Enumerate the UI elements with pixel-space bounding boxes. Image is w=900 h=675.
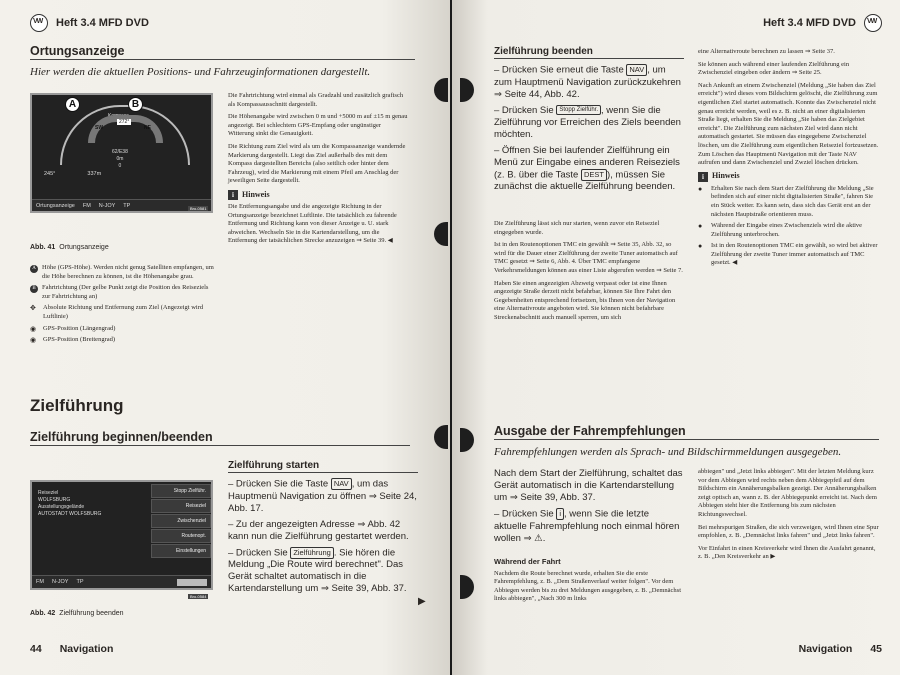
- section-title-zielfuehrung: Zielführung beginnen/beenden: [30, 430, 410, 446]
- position-distance: 337m: [87, 171, 102, 177]
- menu-stop-guidance[interactable]: Stopp Zielführ.: [151, 484, 211, 498]
- bullet-icon: ●: [698, 242, 703, 251]
- compass-degree: 272°: [119, 119, 130, 125]
- hint-item: [698, 185, 880, 219]
- figure-42-code: Bro-0584: [190, 594, 207, 599]
- legend-text: GPS-Position (Längengrad): [43, 324, 116, 332]
- instruction: [494, 64, 684, 101]
- left-header: [30, 14, 149, 32]
- figure-label-b: B: [128, 97, 143, 112]
- right-page: [452, 0, 900, 675]
- legend-item: [30, 325, 215, 334]
- recommendation-right-column: [698, 468, 880, 566]
- instruction-text: – Zu der angezeigten Adresse ⇒ Abb. 42 kann nun die Zielführung gestartet werden.: [228, 518, 409, 542]
- instruction-text: , um zum Hauptmenü Navigation zurückzukehren ⇒ Seite 44, Abb. 42.: [494, 64, 681, 100]
- hint-item: [698, 222, 880, 239]
- margin-tab-marker: [460, 575, 474, 599]
- end-guidance-column: [494, 46, 684, 197]
- figure-41-screen: [30, 93, 213, 213]
- vw-logo-icon: [30, 14, 48, 32]
- status-tp: TP: [123, 202, 131, 209]
- paragraph: Sie können auch während einer laufenden Zielführung ein Zwischenziel eingeben oder ändern ⇒ Seite 25.: [698, 60, 850, 77]
- footer-label: Navigation: [798, 643, 853, 655]
- legend-text: Fahrtrichtung (Der gelbe Punkt zeigt die Position des Reiseziels zur Fahrtrichtung an): [42, 284, 209, 300]
- legend-item: [30, 336, 215, 345]
- paragraph: Vor Einfahrt in einen Kreisverkehr wird Ihnen die Ausfahrt genannt, z. B. „Den Kreisverkehr an ▶: [698, 544, 876, 561]
- paragraph: Die Fahrtrichtung wird einmal als Gradzahl und zusätzlich grafisch als Kompassausschnitt dargestellt.: [228, 92, 404, 108]
- hint-title: Hinweis: [712, 171, 740, 181]
- section-lead-fahrempfehlungen: Fahrempfehlungen werden als Sprach- und Bildschirmmeldungen ausgegeben.: [494, 446, 842, 458]
- paragraph: Ist in den Routenoptionen TMC ein gewählt ⇒ Seite 35, Abb. 32, so wird für die Dauer einer Zielführung der zweite Tuner automatisch auf TMC gesetzt ⇒ Seite 6, Abb. 4. Über TMC empfangene Verkehrsmeldungen können aus einer Liste abgerufen werden ⇒ Seite 7.: [494, 241, 683, 274]
- status-station: N-JOY: [51, 579, 69, 585]
- altitude-value-3: 0: [118, 163, 122, 169]
- figure-41-code: Bro-0581: [190, 206, 207, 211]
- left-header-text: Heft 3.4 MFD DVD: [56, 17, 149, 29]
- instruction: [228, 519, 418, 543]
- hint-text: Die Entfernungsangabe und die angezeigte Richtung in der Ortungsanzeige bezeichnet Luftlinie. Die tatsächlich zu fahrende Entfernung und Richtung kann von dieser Anzeige u. U. stark abweichen. Wechseln Sie in die Kartendarstellung, um die Entfernung der tatsächlichen Strecke anzuzeigen ⇒ Seite 39. ◀: [228, 202, 397, 245]
- menu-route-options[interactable]: Routenopt.: [151, 529, 211, 543]
- end-guidance-title: Zielführung beenden: [494, 46, 684, 59]
- paragraph: Die Richtung zum Ziel wird als um die Kompassanzeige wandernde Markierung dargestellt. Liegt das Ziel außerhalb des mit dem Kompass dargestellten Bereichs (also seitlich oder hinter dem Fahrzeug), wird die Markierung mit einem Pfeil am Anschlag der jeweiligen Seite dargestellt.: [228, 142, 406, 185]
- instruction: [494, 145, 684, 194]
- instruction-text: – Drücken Sie: [228, 547, 291, 559]
- hint-text: Während der Eingabe eines Zwischenziels wird die aktive Zielführung unterbrochen.: [711, 222, 863, 238]
- during-drive-column: [494, 558, 684, 608]
- instruction-text: . Sie hören die Meldung „Die Route wird berechnet". Das Gerät schaltet automatisch in die Kartendarstellung um ⇒ Seite 39, Abb. 37.: [228, 547, 407, 595]
- position-heading: 245°: [44, 171, 56, 177]
- paragraph: eine Alternativroute berechnen zu lassen ⇒ Seite 37.: [698, 48, 835, 55]
- compass-label: Kompass: [108, 113, 129, 119]
- figure-42-caption: [30, 610, 124, 617]
- status-bar: [32, 575, 211, 588]
- legend-item: [30, 304, 215, 321]
- page-number: 44: [30, 643, 42, 655]
- destination-list: [38, 490, 101, 518]
- figure-42-screen: [30, 480, 213, 590]
- during-drive-title: Während der Fahrt: [494, 557, 561, 566]
- compass-ne: NE: [144, 125, 151, 131]
- nav-key: NAV: [626, 64, 647, 76]
- paragraph: Die Höhenangabe wird zwischen 0 m und +5000 m auf ±15 m genau angezeigt. Bei schlechtem GPS-Empfang oder ungünstiger Witterung sinkt die Genauigkeit.: [228, 113, 408, 138]
- legend-symbol: ◉: [30, 324, 37, 333]
- legend-symbol: A: [30, 265, 38, 273]
- hint-item: [698, 242, 880, 268]
- margin-tab-marker: [434, 222, 448, 246]
- dest-key: DEST: [581, 169, 607, 181]
- guidance-notes-column: [494, 220, 684, 327]
- hint-title: Hinweis: [242, 189, 270, 199]
- instruction-text: – Drücken Sie: [494, 508, 557, 520]
- figure-42-text: Zielführung beenden: [59, 610, 124, 617]
- paragraph: Nach Ankunft an einem Zwischenziel (Meldung „Sie haben das Ziel erreicht") wird dieses vom Bildschirm gelöscht, die Zielführung zum eigentlichen Ziel startet automatisch. Konnte das Zwischenziel nicht genau erreicht werden, weil es z. B. nicht an einer digitalisierten Straße liegt, erhalten Sie die Meldung „Sie haben das Zielgebiet erreicht". Die Zielführung zum nächsten Ziel wird dann nicht automatisch gestartet. Sie müssen das eingegebene Zwischenziel löschen, um die Zielführung zum eigentlichen Reiseziel fortzusetzen. Zum Löschen das Hauptmenü Navigation mit der Taste NAV aufrufen und dann Zwischenziel und Zwziel löschen drücken.: [698, 81, 879, 167]
- hint-heading: [228, 190, 408, 200]
- status-icons: [177, 579, 207, 586]
- right-column: [698, 48, 880, 271]
- info-icon: i: [228, 190, 238, 200]
- menu-waypoint[interactable]: Zwischenziel: [151, 514, 211, 528]
- figure-42-number: Abb. 42: [30, 610, 56, 617]
- start-guidance-column: [228, 460, 418, 599]
- figure-41-text: Ortungsanzeige: [59, 244, 109, 251]
- status-mode: Ortungsanzeige: [36, 202, 75, 209]
- navigation-menu: [151, 484, 211, 558]
- destination-line: Ausstellungsgelände: [38, 504, 85, 510]
- legend-symbol: ✥: [30, 304, 36, 313]
- instruction: [228, 478, 418, 515]
- legend-text: Höhe (GPS-Höhe). Werden nicht genug Satelliten empfangen, um die Höhe berechnen zu können, ist die Höhenangabe grau.: [42, 264, 214, 280]
- figure-41-number: Abb. 41: [30, 244, 56, 251]
- margin-tab-marker: [460, 428, 474, 452]
- destination-line: Reiseziel: [38, 490, 59, 496]
- hint-heading: [698, 172, 880, 182]
- paragraph: Bei mehrspurigen Straßen, die sich verzweigen, wird Ihnen eine Spur empfohlen, z. B. „Demnächst links fahren" und „Jetzt links fahren".: [698, 523, 879, 540]
- instruction-text: , um das Hauptmenü Navigation zu öffnen ⇒ Seite 24, Abb. 17.: [228, 478, 417, 514]
- figure-41-caption: [30, 244, 109, 251]
- position-row: [44, 171, 101, 177]
- bullet-icon: ●: [698, 222, 703, 231]
- left-footer: [30, 643, 113, 655]
- instruction: [494, 105, 684, 141]
- right-header-text: Heft 3.4 MFD DVD: [763, 17, 856, 29]
- vw-logo-icon: [864, 14, 882, 32]
- status-band: FM: [36, 579, 44, 585]
- legend-item: [30, 264, 215, 281]
- legend-symbol: B: [30, 285, 38, 293]
- start-guidance-title: Zielführung starten: [228, 460, 418, 473]
- instruction: [228, 547, 418, 596]
- compass-sw: SW: [95, 125, 104, 131]
- instruction-text: , wenn Sie die Zielführung vor Erreichen des Ziels beenden möchten.: [494, 104, 681, 140]
- paragraph-text: Nach dem Start der Zielführung, schaltet das Gerät automatisch in die Kartendarstellung um ⇒ Seite 39, Abb. 37.: [494, 468, 683, 503]
- footer-label: Navigation: [59, 643, 114, 655]
- bullet-icon: ●: [698, 184, 703, 193]
- info-icon: i: [698, 172, 708, 182]
- paragraph: Die Zielführung lässt sich nur starten, wenn zuvor ein Reiseziel eingegeben wurde.: [494, 220, 660, 236]
- instruction-text: – Drücken Sie erneut die Taste: [494, 64, 627, 76]
- nav-key: NAV: [331, 478, 352, 490]
- section-lead-ortungsanzeige: Hier werden die aktuellen Positions- und Fahrzeuginformationen dargestellt.: [30, 66, 371, 78]
- figure-label-a: A: [65, 97, 80, 112]
- left-right-column: [228, 92, 408, 250]
- altitude-values: [112, 149, 128, 170]
- menu-settings[interactable]: Einstellungen: [151, 544, 211, 558]
- right-header: [763, 14, 882, 32]
- legend-text: GPS-Position (Breitengrad): [43, 336, 116, 344]
- margin-tab-marker: [434, 78, 448, 102]
- stop-guidance-key: Stopp Zielführ.: [556, 105, 601, 115]
- paragraph: [494, 468, 684, 504]
- paragraph: abbiegen" und „Jetzt links abbiegen". Mit der letzten Meldung kurz vor dem Abbiegen wird rechts neben dem Abbiegepfeil auf dem Bildschirm ein Annäherungsbalken gezeigt. Der Annäherungsbalken zeigt optisch an, wann z. B. der Abbiegepunkt erreicht ist. Nach dem Abbiegen steht hier die Entfernung bis zum nächsten Richtungswechsel.: [698, 468, 877, 518]
- paragraph: Nachdem die Route berechnet wurde, erhalten Sie die erste Fahrempfehlung, z. B. „Dem Straßenverlauf weiter folgen". Vor dem Abbiegen werden bis zu drei Meldungen ausgegeben, z. B. „Demnächst links abbiegen", „Nach 300 m links: [494, 569, 681, 603]
- continue-arrow-icon: ▶: [418, 596, 426, 607]
- destination-line: AUTOSTADT WOLFSBURG: [38, 511, 102, 517]
- status-tp: TP: [76, 579, 84, 585]
- right-footer: [799, 643, 882, 655]
- recommendation-column: [494, 468, 684, 549]
- legend-item: [30, 284, 215, 301]
- hint-text: Ist in den Routenoptionen TMC ein gewählt, so wird bei aktiver Zielführung der zweite Tuner immer automatisch auf TMC gesetzt. ◀: [711, 242, 878, 267]
- status-bar: [32, 199, 211, 211]
- zielfuehrung-key: Zielführung: [290, 547, 334, 559]
- instruction-text: ), müssen Sie zunächst die aktuelle Zielführung beenden.: [494, 169, 676, 193]
- instruction-text: – Drücken Sie die Taste: [228, 478, 331, 490]
- section-title-fahrempfehlungen: Ausgabe der Fahrempfehlungen: [494, 424, 879, 440]
- status-band: FM: [82, 202, 91, 209]
- legend-text: Absolute Richtung und Entfernung zum Ziel (Angezeigt wird Luftlinie): [43, 304, 204, 320]
- section-title-ortungsanzeige: Ortungsanzeige: [30, 44, 415, 60]
- chapter-title: Zielführung: [30, 396, 124, 415]
- legend-symbol: ◉: [30, 336, 37, 345]
- info-key: i: [556, 508, 564, 520]
- instruction-text: – Öffnen Sie bei laufender Zielführung ein Menü zur Eingabe eines anderen Reiseziels (z. B. über die Taste: [494, 144, 680, 181]
- legend-list: [30, 264, 215, 348]
- destination-line: WOLFSBURG: [38, 497, 71, 503]
- menu-destination[interactable]: Reiseziel: [151, 499, 211, 513]
- page-number: 45: [870, 643, 882, 655]
- altitude-value-1: 62/E38: [112, 149, 128, 155]
- margin-tab-marker: [434, 425, 448, 449]
- status-station: N-JOY: [98, 202, 116, 209]
- paragraph: Haben Sie einen angezeigten Abzweig verpasst oder ist eine Ihnen angezeigte Straße derzeit nicht befahrbar, können Sie Ihre Fahrt den Gegebenheiten entsprechend fortsetzen, bis Ihnen von der Navigation eine Alternativroute angeboten wird. Sie können nicht befahrbare Streckenabschnitt auch manuell sperren, um sich: [494, 279, 676, 321]
- margin-tab-marker: [460, 78, 474, 102]
- altitude-value-2: 0m: [116, 156, 124, 162]
- hint-text: Erhalten Sie nach dem Start der Zielführung die Meldung „Sie befinden sich auf einer nicht digitalisierten Straße", fahren Sie ein Stück weiter. Es kann sein, dass sich das Gerät erst an der nächsten Hauptstraße orientieren muss.: [711, 184, 874, 218]
- instruction: [494, 508, 684, 545]
- instruction-text: , wenn Sie die letzte aktuelle Fahrempfehlung noch einmal hören wollen ⇒ ⚠.: [494, 508, 680, 544]
- instruction-text: – Drücken Sie: [494, 104, 557, 116]
